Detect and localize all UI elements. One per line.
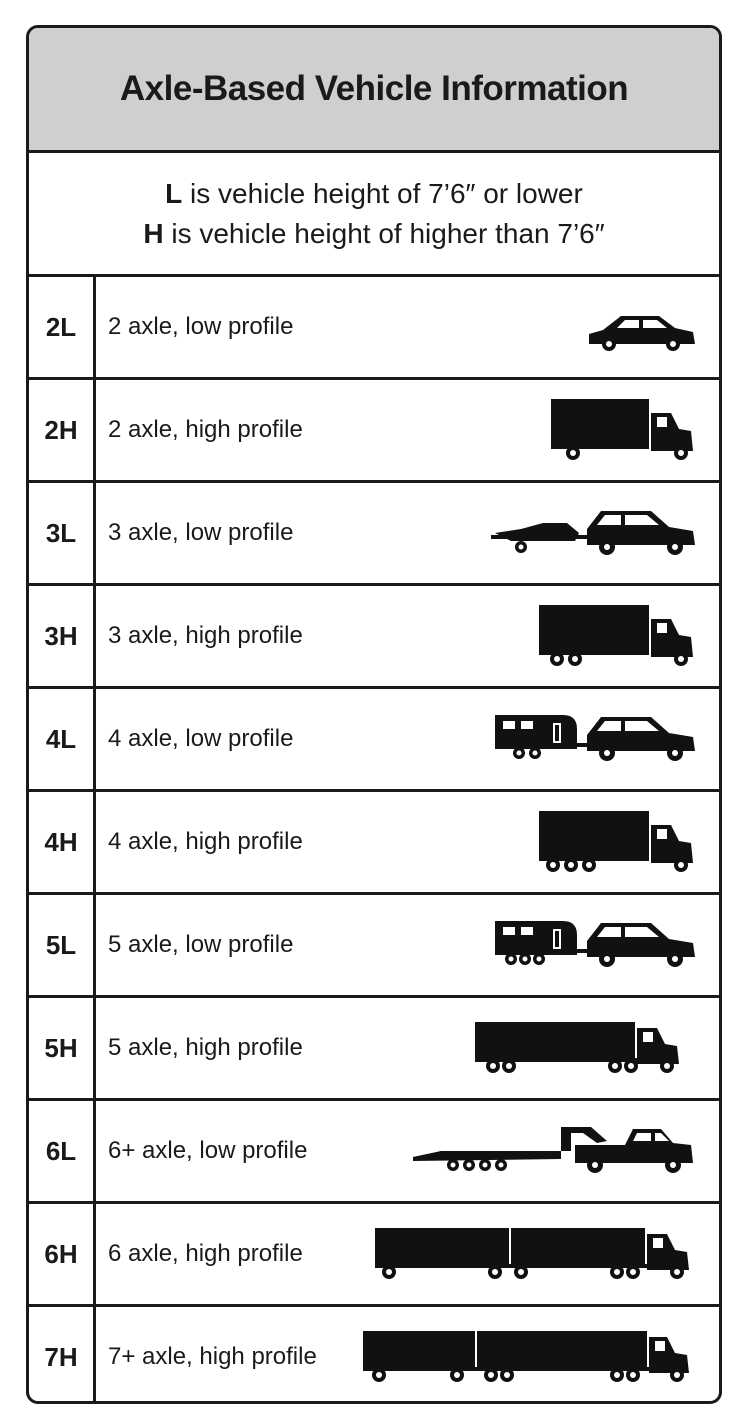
semi-truck-icon	[471, 1018, 701, 1078]
long-double-trailer-truck-icon	[361, 1327, 701, 1387]
class-description: 7+ axle, high profile	[108, 1343, 317, 1370]
class-description: 2 axle, low profile	[108, 313, 294, 340]
class-description: 6+ axle, low profile	[108, 1137, 308, 1164]
class-description: 6 axle, high profile	[108, 1240, 303, 1267]
vehicle-row-3h	[29, 586, 719, 689]
vehicle-row-4h	[29, 792, 719, 895]
class-description: 3 axle, low profile	[108, 519, 294, 546]
class-code: 3L	[29, 483, 96, 583]
height-legend	[29, 153, 719, 277]
legend-high	[143, 218, 604, 250]
vehicle-row-5h	[29, 998, 719, 1101]
vehicle-row-3l	[29, 483, 719, 586]
class-description: 5 axle, high profile	[108, 1034, 303, 1061]
class-description: 5 axle, low profile	[108, 931, 294, 958]
class-description: 3 axle, high profile	[108, 622, 303, 649]
box-truck-icon	[541, 395, 701, 465]
legend-low-text: is vehicle height of 7’6″ or lower	[182, 177, 583, 209]
legend-low	[165, 178, 583, 210]
class-description: 4 axle, high profile	[108, 828, 303, 855]
class-code: 2H	[29, 380, 96, 480]
vehicle-row-2h	[29, 380, 719, 483]
class-code: 2L	[29, 277, 96, 377]
suv-with-camper-trailer-icon	[491, 709, 701, 769]
box-truck-triple-axle-icon	[531, 807, 701, 877]
suv-with-boat-trailer-icon	[491, 503, 701, 563]
class-code: 6H	[29, 1204, 96, 1304]
vehicle-info-card	[26, 25, 722, 1404]
legend-high-text: is vehicle height of higher than 7’6″	[163, 217, 605, 249]
car-icon	[581, 302, 701, 352]
vehicle-row-6l	[29, 1101, 719, 1204]
legend-high-key: H	[143, 217, 164, 249]
class-description: 2 axle, high profile	[108, 416, 303, 443]
class-code: 6L	[29, 1101, 96, 1201]
class-code: 5H	[29, 998, 96, 1098]
box-truck-tandem-icon	[531, 601, 701, 671]
title-bar	[29, 28, 719, 153]
vehicle-row-5l	[29, 895, 719, 998]
vehicle-row-2l	[29, 277, 719, 380]
class-code: 5L	[29, 895, 96, 995]
pickup-with-gooseneck-trailer-icon	[411, 1121, 701, 1181]
double-trailer-truck-icon	[371, 1224, 701, 1284]
vehicle-row-4l	[29, 689, 719, 792]
class-code: 4L	[29, 689, 96, 789]
legend-low-key: L	[165, 177, 183, 209]
class-code: 7H	[29, 1307, 96, 1404]
class-code: 4H	[29, 792, 96, 892]
class-description: 4 axle, low profile	[108, 725, 294, 752]
page-title: Axle-Based Vehicle Information	[119, 69, 629, 108]
class-code: 3H	[29, 586, 96, 686]
vehicle-row-7h	[29, 1307, 719, 1404]
suv-with-large-camper-icon	[491, 915, 701, 975]
vehicle-row-6h	[29, 1204, 719, 1307]
